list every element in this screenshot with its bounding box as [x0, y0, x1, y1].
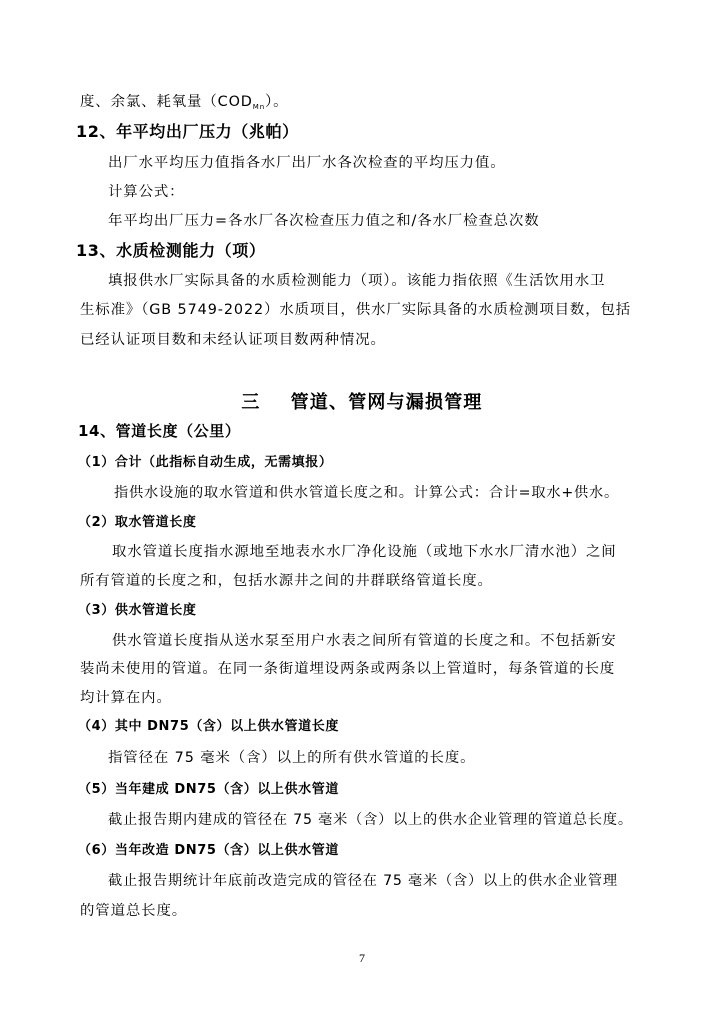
page-number: 7 — [359, 951, 365, 965]
paragraph-line: 取水管道长度指水源地至地表水水厂净化设施（或地下水水厂清水池）之间 — [112, 544, 617, 560]
subheading: （4）其中 DN75（含）以上供水管道长度 — [78, 719, 339, 734]
paragraph-line: 生标准》（GB 5749-2022）水质项目，供水厂实际具备的水质检测项目数，包括 — [80, 302, 632, 318]
section-number: 三 — [241, 392, 261, 413]
heading-12: 12、年平均出厂压力（兆帕） — [76, 122, 299, 141]
heading-14: 14、管道长度（公里） — [78, 422, 241, 440]
paragraph-line: 指管径在 75 毫米（含）以上的所有供水管道的长度。 — [108, 750, 476, 766]
section-title-text: 管道、管网与漏损管理 — [290, 392, 483, 413]
section-title — [0, 394, 724, 412]
paragraph-line: 已经认证项目数和未经认证项目数两种情况。 — [80, 332, 386, 348]
paragraph-line: 出厂水平均压力值指各水厂出厂水各次检查的平均压力值。 — [108, 155, 506, 171]
subscript: Mn — [252, 103, 266, 111]
paragraph-line: 指供水设施的取水管道和供水管道长度之和。计算公式：合计=取水+供水。 — [114, 485, 619, 501]
subheading: （6）当年改造 DN75（含）以上供水管道 — [78, 843, 339, 858]
paragraph-line: 所有管道的长度之和，包括水源井之间的井群联络管道长度。 — [80, 573, 493, 589]
paragraph-line: 计算公式： — [108, 184, 185, 200]
paragraph-line: 截止报告期统计年底前改造完成的管径在 75 毫米（含）以上的供水企业管理 — [108, 873, 618, 889]
paragraph-line: 均计算在内。 — [80, 690, 172, 706]
heading-13: 13、水质检测能力（项） — [76, 241, 266, 260]
paragraph-line: 填报供水厂实际具备的水质检测能力（项）。该能力指依照《生活饮用水卫 — [108, 273, 606, 289]
paragraph-line: 截止报告期内建成的管径在 75 毫米（含）以上的供水企业管理的管道总长度。 — [108, 812, 633, 828]
subheading: （1）合计（此指标自动生成，无需填报） — [78, 455, 333, 470]
paragraph-line: 装尚未使用的管道。在同一条街道埋设两条或两条以上管道时，每条管道的长度 — [80, 661, 616, 677]
subheading: （2）取水管道长度 — [78, 515, 197, 530]
subheading: （3）供水管道长度 — [78, 603, 197, 618]
paragraph-line: 供水管道长度指从送水泵至用户水表之间所有管道的长度之和。不包括新安 — [112, 633, 617, 649]
formula-line: 年平均出厂压力=各水厂各次检查压力值之和/各水厂检查总次数 — [108, 213, 540, 229]
paragraph-line: 的管道总长度。 — [80, 903, 188, 919]
paragraph-line: 度、余氯、耗氧量$(COD_{Mn})$。 — [80, 94, 289, 111]
subheading: （5）当年建成 DN75（含）以上供水管道 — [78, 782, 339, 797]
